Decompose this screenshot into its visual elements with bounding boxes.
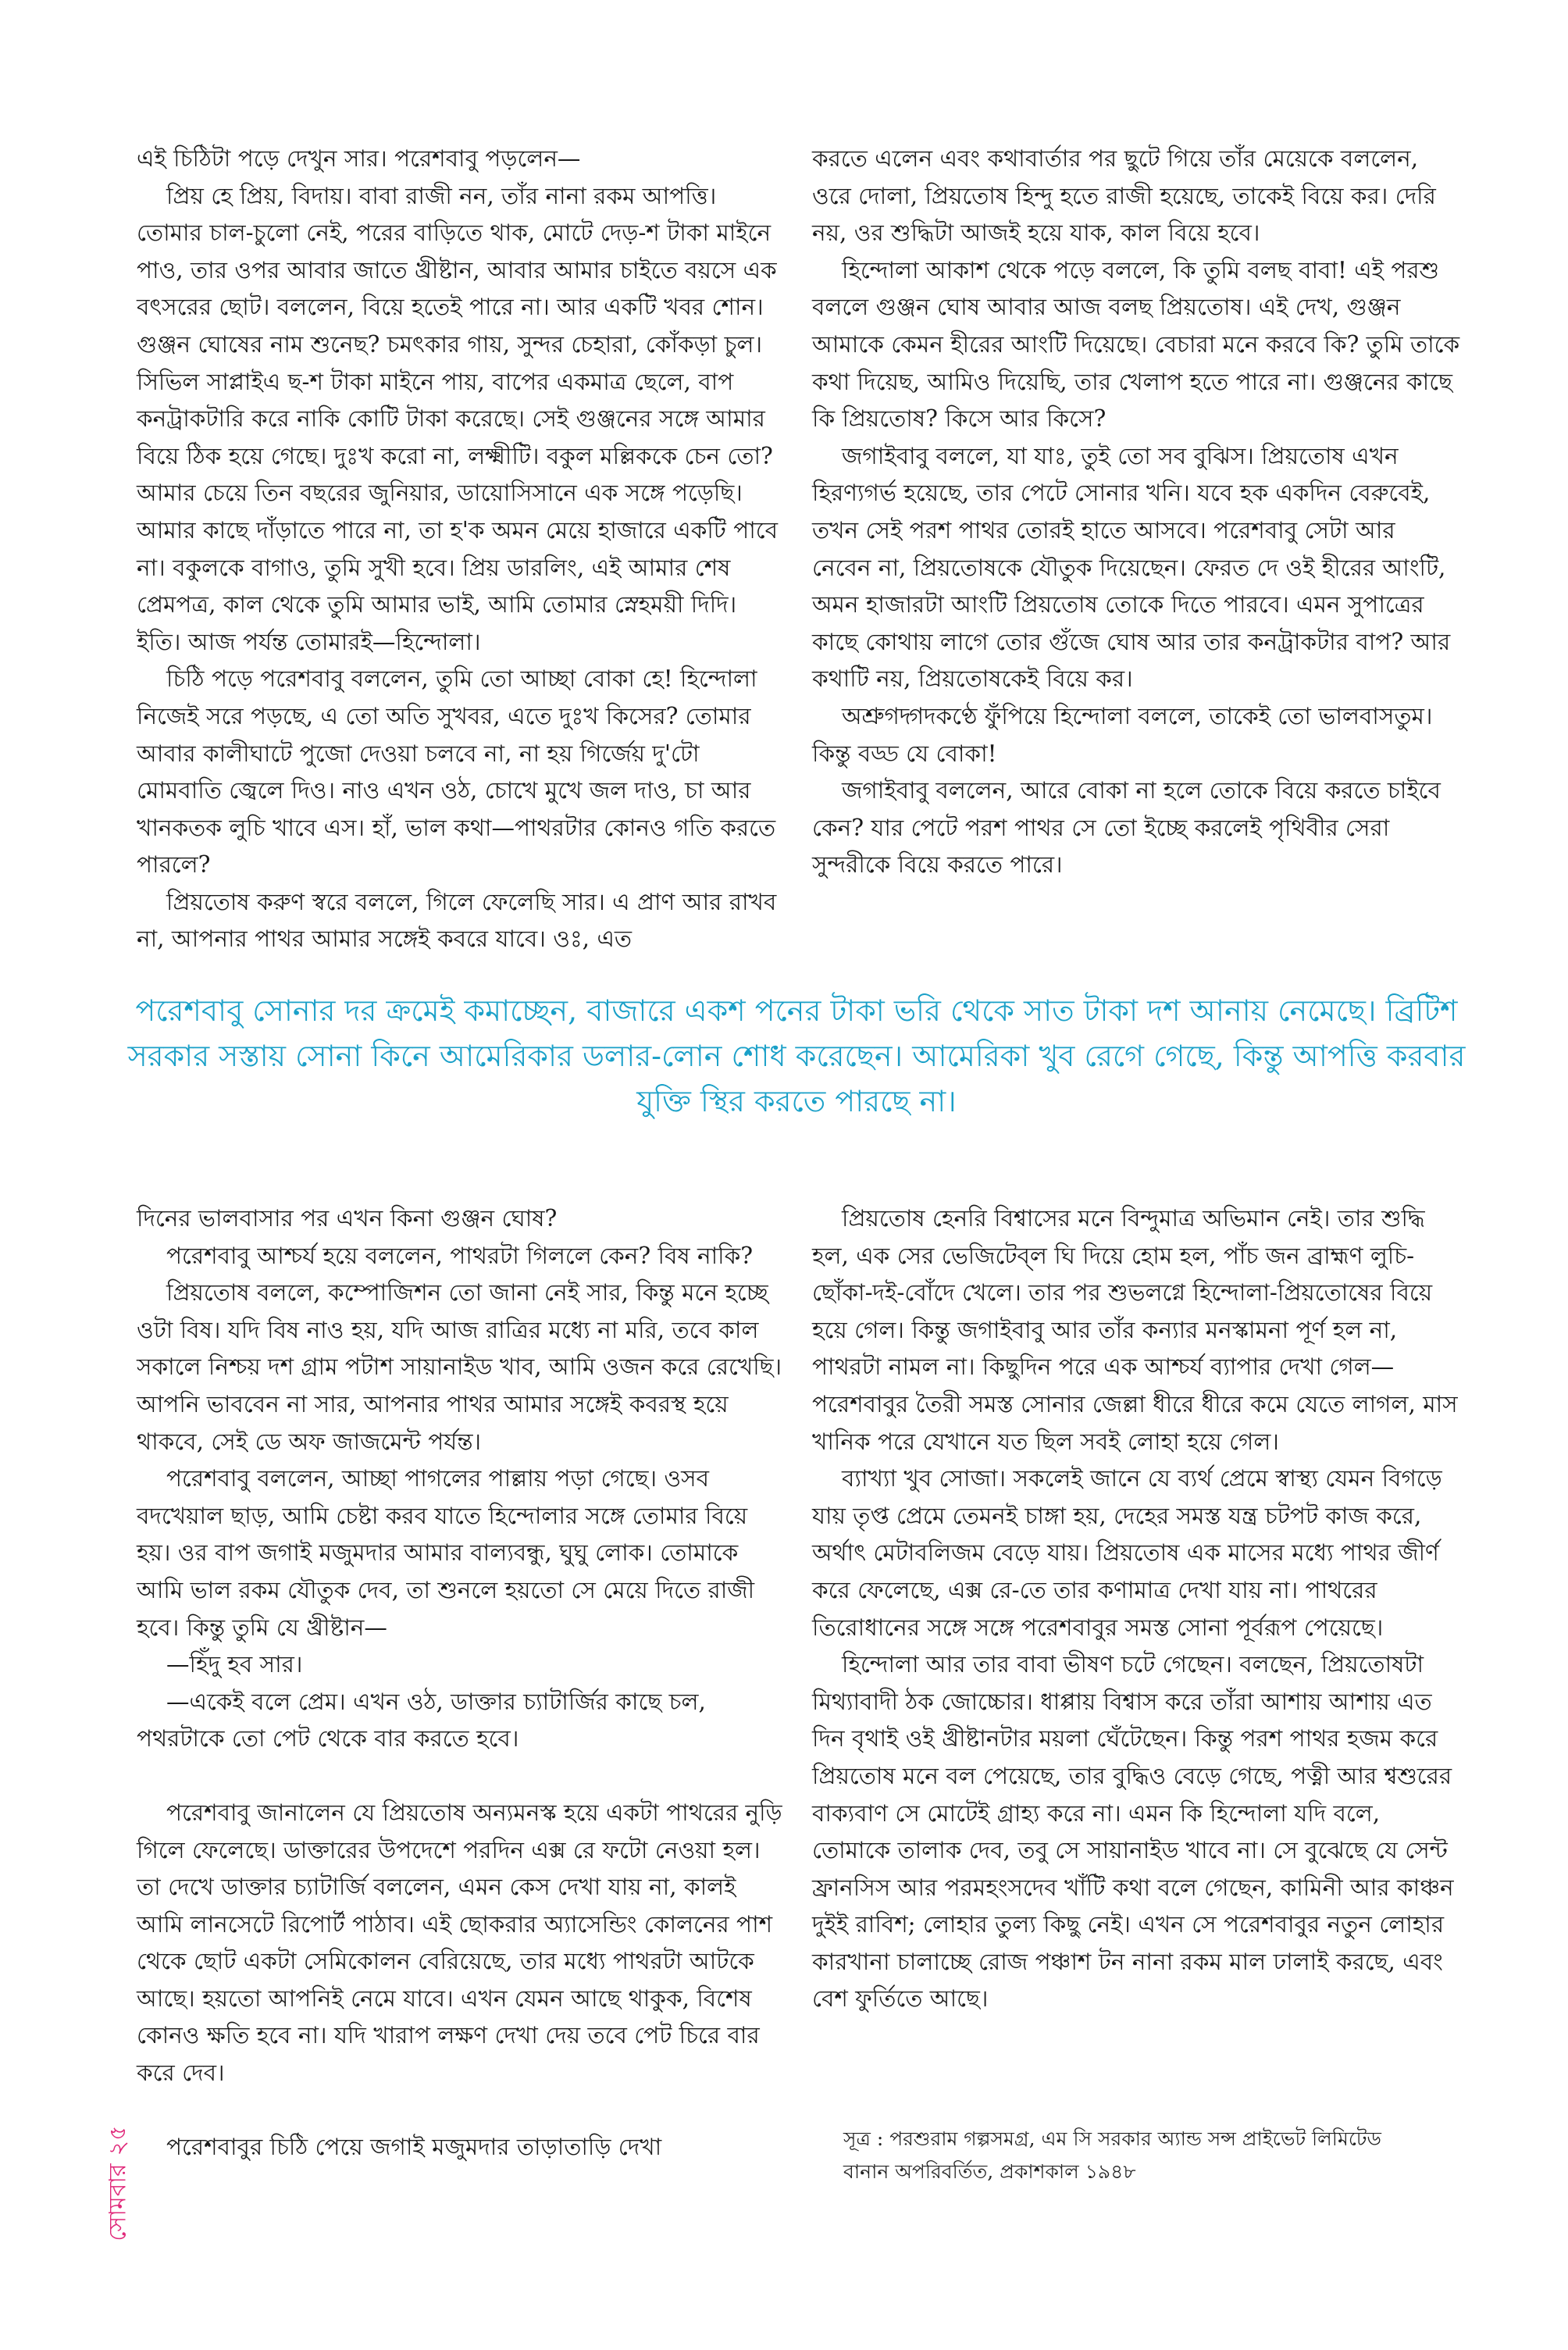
paragraph: হিন্দোলা আকাশ থেকে পড়ে বললে, কি তুমি বলছ বাবা! এই পরশু বললে গুঞ্জন ঘোষ আবার আজ বলছ প্রিয়তোষ। এই দেখ, গুঞ্জন আমাকে কেমন হীরের আংটি দিয়েছে। বেচারা মনে করবে কি? তুমি তাকে কথা দিয়েছ, আমিও দিয়েছি, তার খেলাপ হতে পারে না। গুঞ্জনের কাছে কি প্রিয়তোষ? কিসে আর কিসে? [812,256,1460,433]
paragraph: পরেশবাবু জানালেন যে প্রিয়তোষ অন্যমনস্ক হয়ে একটা পাথরের নুড়ি গিলে ফেলেছে। ডাক্তারের উপদেশে পরদিন এক্স রে ফটো নেওয়া হল। তা দেখে ডাক্তার চ্যাটার্জি বললেন, এমন কেস দেখা যায় না, কালই আমি লানসেটে রিপোর্ট পাঠাব। এই ছোকরার অ্যাসেন্ডিং কোলনের পাশ থেকে ছোট একটা সেমিকোলন বেরিয়েছে, তার মধ্যে পাথরটা আটকে আছে। হয়তো আপনিই নেমে যাবে। এখন যেমন আছে থাকুক, বিশেষ কোনও ক্ষতি হবে না। যদি খারাপ লক্ষণ দেখা দেয় তবে পেট চিরে বার করে দেব। [137,1799,782,2087]
article-column-top-right [812,141,1460,884]
paragraph: প্রিয়তোষ করুণ স্বরে বললে, গিলে ফেলেছি সার। এ প্রাণ আর রাখব না, আপনার পাথর আমার সঙ্গেই কবরে যাবে। ওঃ, এত [137,888,777,953]
article-column-bottom-right [812,1200,1460,2018]
paragraph: —একেই বলে প্রেম। এখন ওঠ, ডাক্তার চ্যাটার্জির কাছে চল, পথরটাকে তো পেট থেকে বার করতে হবে। [137,1688,706,1753]
paragraph: চিঠি পড়ে পরেশবাবু বললেন, তুমি তো আচ্ছা বোকা হে! হিন্দোলা নিজেই সরে পড়ছে, এ তো অতি সুখবর, এতে দুঃখ কিসের? তোমার আবার কালীঘাটে পুজো দেওয়া চলবে না, না হয় গির্জেয় দু'টো মোমবাতি জ্বেলে দিও। নাও এখন ওঠ, চোখে মুখে জল দাও, চা আর খানকতক লুচি খাবে এস। হাঁ, ভাল কথা—পাথরটার কোনও গতি করতে পারলে? [137,665,776,879]
paragraph: জগাইবাবু বললেন, আরে বোকা না হলে তোকে বিয়ে করতে চাইবে কেন? যার পেটে পরশ পাথর সে তো ইচ্ছে করলেই পৃথিবীর সেরা সুন্দরীকে বিয়ে করতে পারে। [812,777,1441,879]
paragraph: করতে এলেন এবং কথাবার্তার পর ছুটে গিয়ে তাঁর মেয়েকে বললেন, ওরে দোলা, প্রিয়তোষ হিন্দু হতে রাজী হয়েছে, তাকেই বিয়ে কর। দেরি নয়, ওর শুদ্ধিটা আজই হয়ে যাক, কাল বিয়ে হবে। [812,145,1436,247]
paragraph: প্রিয়তোষ বললে, কম্পোজিশন তো জানা নেই সার, কিন্তু মনে হচ্ছে ওটা বিষ। যদি বিষ নাও হয়, যদি আজ রাত্রির মধ্যে না মরি, তবে কাল সকালে নিশ্চয় দশ গ্রাম পটাশ সায়ানাইড খাব, আমি ওজন করে রেখেছি। আপনি ভাববেন না সার, আপনার পাথর আমার সঙ্গেই কবরস্থ হয়ে থাকবে, সেই ডে অফ জাজমেন্ট পর্যন্ত। [137,1279,782,1455]
source-line: বানান অপরিবর্তিত, প্রকাশকাল ১৯৪৮ [843,2160,1136,2183]
paragraph: পরেশবাবুর চিঠি পেয়ে জগাই মজুমদার তাড়াতাড়ি দেখা [166,2133,662,2160]
magazine-name: সোমবার [104,2163,132,2241]
paragraph: হিন্দোলা আর তার বাবা ভীষণ চটে গেছেন। বলছেন, প্রিয়তোষটা মিথ্যাবাদী ঠক জোচ্চোর। ধাপ্পায় বিশ্বাস করে তাঁরা আশায় আশায় এত দিন বৃথাই ওই খ্রীষ্টানটার ময়লা ঘেঁটেছেন। কিন্তু পরশ পাথর হজম করে প্রিয়তোষ মনে বল পেয়েছে, তার বুদ্ধিও বেড়ে গেছে, পত্নী আর শ্বশুরের বাক্যবাণ সে মোটেই গ্রাহ্য করে না। এমন কি হিন্দোলা যদি বলে, তোমাকে তালাক দেব, তবু সে সায়ানাইড খাবে না। সে বুঝেছে যে সেন্ট ফ্রানসিস আর পরমহংসদেব খাঁটি কথা বলে গেছেন, কামিনী আর কাঞ্চন দুইই রাবিশ; লোহার তুল্য কিছু নেই। এখন সে পরেশবাবুর নতুন লোহার কারখানা চালাচ্ছে রোজ পঞ্চাশ টন নানা রকম মাল ঢালাই করছে, এবং বেশ ফুর্তিতে আছে। [812,1651,1454,2013]
pull-quote: পরেশবাবু সোনার দর ক্রমেই কমাচ্ছেন, বাজারে একশ পনের টাকা ভরি থেকে সাত টাকা দশ আনায় নেমেছে। ব্রিটিশ সরকার সস্তায় সোনা কিনে আমেরিকার ডলার-লোন শোধ করেছেন। আমেরিকা খুব রেগে গেছে, কিন্তু আপত্তি করবার যুক্তি স্থির করতে পারছে না। [127,993,1466,1118]
paragraph: অশ্রুগদ্গদকণ্ঠে ফুঁপিয়ে হিন্দোলা বললে, তাকেই তো ভালবাসতুম। কিন্তু বড্ড যে বোকা! [812,702,1433,767]
paragraph: প্রিয়তোষ হেনরি বিশ্বাসের মনে বিন্দুমাত্র অভিমান নেই। তার শুদ্ধি হল, এক সের ভেজিটেব্‌ল ঘি দিয়ে হোম হল, পাঁচ জন ব্রাহ্মণ লুচি-ছোঁকা-দই-বোঁদে খেলে। তার পর শুভলগ্নে হিন্দোলা-প্রিয়তোষের বিয়ে হয়ে গেল। কিন্তু জগাইবাবু আর তাঁর কন্যার মনস্কামনা পূর্ণ হল না, পাথরটা নামল না। কিছুদিন পরে এক আশ্চর্য ব্যাপার দেখা গেল—পরেশবাবুর তৈরী সমস্ত সোনার জেল্লা ধীরে ধীরে কমে যেতে লাগল, মাস খানিক পরে যেখানে যত ছিল সবই লোহা হয়ে গেল। [812,1205,1458,1455]
paragraph: দিনের ভালবাসার পর এখন কিনা গুঞ্জন ঘোষ? [137,1205,558,1232]
paragraph: পরেশবাবু বললেন, আচ্ছা পাগলের পাল্লায় পড়া গেছে। ওসব বদখেয়াল ছাড়, আমি চেষ্টা করব যাতে হিন্দোলার সঙ্গে তোমার বিয়ে হয়। ওর বাপ জগাই মজুমদার আমার বাল্যবন্ধু, ঘুঘু লোক। তোমাকে আমি ভাল রকম যৌতুক দেব, তা শুনলে হয়তো সে মেয়ে দিতে রাজী হবে। কিন্তু তুমি যে খ্রীষ্টান— [137,1465,755,1641]
paragraph: প্রিয় হে প্রিয়, বিদায়। বাবা রাজী নন, তাঁর নানা রকম আপত্তি। তোমার চাল-চুলো নেই, পরের বাড়িতে থাক, মোটে দেড়-শ টাকা মাইনে পাও, তার ওপর আবার জাতে খ্রীষ্টান, আবার আমার চাইতে বয়সে এক বৎসরের ছোট। বললেন, বিয়ে হতেই পারে না। আর একটি খবর শোন। গুঞ্জন ঘোষের নাম শুনেছ? চমৎকার গায়, সুন্দর চেহারা, কোঁকড়া চুল। সিভিল সাপ্লাইএ ছ-শ টাকা মাইনে পায়, বাপের একমাত্র ছেলে, বাপ কনট্রাকটারি করে নাকি কোটি টাকা করেছে। সেই গুঞ্জনের সঙ্গে আমার বিয়ে ঠিক হয়ে গেছে। দুঃখ করো না, লক্ষ্মীটি। বকুল মল্লিককে চেন তো? আমার চেয়ে তিন বছরের জুনিয়ার, ডায়োসিসানে এক সঙ্গে পড়েছি। আমার কাছে দাঁড়াতে পারে না, তা হ'ক অমন মেয়ে হাজারে একটি পাবে না। বকুলকে বাগাও, তুমি সুখী হবে। প্রিয় ডারলিং, এই আমার শেষ প্রেমপত্র, কাল থেকে তুমি আমার ভাই, আমি তোমার স্নেহময়ী দিদি। ইতি। আজ পর্যন্ত তোমারই—হিন্দোলা। [137,182,779,655]
article-column-top-left [137,141,785,958]
article-column-bottom-left [137,1200,785,2166]
paragraph: এই চিঠিটা পড়ে দেখুন সার। পরেশবাবু পড়লেন— [137,145,581,172]
page-footer [99,2106,139,2262]
paragraph: জগাইবাবু বললে, যা যাঃ, তুই তো সব বুঝিস। প্রিয়তোষ এখন হিরণ্যগর্ভ হয়েছে, তার পেটে সোনার খনি। যবে হক একদিন বেরুবেই, তখন সেই পরশ পাথর তোরই হাতে আসবে। পরেশবাবু সেটা আর নেবেন না, প্রিয়তোষকে যৌতুক দিয়েছেন। ফেরত দে ওই হীরের আংটি, অমন হাজারটা আংটি প্রিয়তোষ তোকে দিতে পারবে। এমন সুপাত্রের কাছে কোথায় লাগে তোর গুঁজে ঘোষ আর তার কনট্রাকটার বাপ? আর কথাটি নয়, প্রিয়তোষকেই বিয়ে কর। [812,442,1451,693]
source-citation [843,2123,1468,2188]
paragraph: পরেশবাবু আশ্চর্য হয়ে বললেন, পাথরটা গিললে কেন? বিষ নাকি? [166,1242,754,1269]
paragraph: ব্যাখ্যা খুব সোজা। সকলেই জানে যে ব্যর্থ প্রেমে স্বাস্থ্য যেমন বিগড়ে যায় তৃপ্ত প্রেমে তেমনই চাঙ্গা হয়, দেহের সমস্ত যন্ত্র চটপট কাজ করে, অর্থাৎ মেটাবলিজম বেড়ে যায়। প্রিয়তোষ এক মাসের মধ্যে পাথর জীর্ণ করে ফেলেছে, এক্স রে-তে তার কণামাত্র দেখা যায় না। পাথরের তিরোধানের সঙ্গে সঙ্গে পরেশবাবুর সমস্ত সোনা পূর্বরূপ পেয়েছে। [812,1465,1442,1641]
paragraph: —হিঁদু হব সার। [166,1651,303,1678]
page-number: ২৫ [104,2125,132,2156]
source-line: সূত্র : পরশুরাম গল্পসমগ্র, এম সি সরকার অ্যান্ড সন্স প্রাইভেট লিমিটেড [843,2127,1381,2150]
